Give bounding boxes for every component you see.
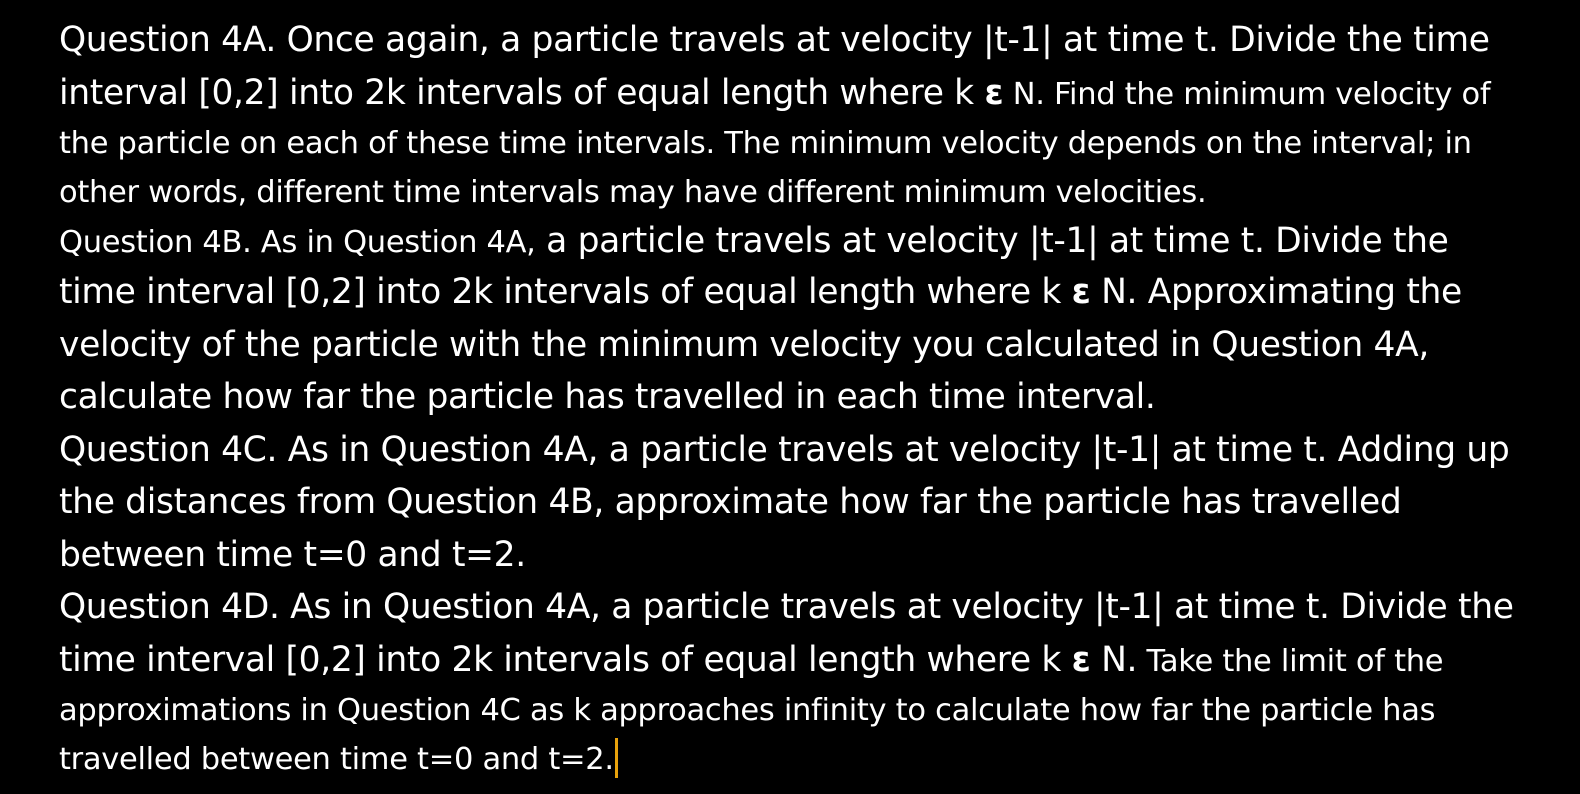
q4d-line-3: approximations in Question 4C as k approaches infinity to calculate how far the particle has	[59, 693, 1436, 728]
q4c-line-3: between time t=0 and t=2.	[59, 534, 526, 575]
q4b-line-2-text: time interval [0,2] into 2k intervals of equal length where k	[59, 272, 1072, 312]
q4d-line-2	[59, 634, 1559, 687]
q4b-line-4: calculate how far the particle has travelled in each time interval.	[59, 377, 1156, 417]
q4d-line-4-text: travelled between time t=0 and t=2.	[59, 742, 614, 777]
q4a-line-1: Question 4A. Once again, a particle travels at velocity |t-1| at time t. Divide the time	[59, 20, 1490, 60]
q4a-line-2-text: interval [0,2] into 2k intervals of equal length where k	[59, 72, 985, 113]
q4a-line-4: other words, different time intervals may have different minimum velocities.	[59, 175, 1207, 210]
epsilon-symbol: ε	[1071, 639, 1091, 680]
q4b-line-1-rest: a particle travels at velocity |t-1| at time t. Divide the	[535, 221, 1449, 261]
question-4d	[59, 581, 1559, 784]
q4c-line-1: Question 4C. As in Question 4A, a particle travels at velocity |t-1| at time t. Adding up	[59, 429, 1510, 470]
q4a-line-2-tail: N. Find the minimum velocity of	[1003, 76, 1491, 112]
q4d-line-2-mid: N.	[1090, 639, 1138, 680]
q4c-line-2: the distances from Question 4B, approximate how far the particle has travelled	[59, 482, 1402, 522]
q4b-line-3: velocity of the particle with the minimum velocity you calculated in Question 4A,	[59, 324, 1430, 365]
question-4a	[59, 14, 1559, 217]
epsilon-symbol: ε	[1071, 272, 1091, 312]
q4d-line-2-text: time interval [0,2] into 2k intervals of equal length where k	[59, 639, 1072, 680]
q4b-line-1	[59, 217, 1559, 266]
question-4c	[59, 424, 1559, 582]
text-cursor	[615, 738, 618, 778]
q4b-line-2	[59, 266, 1559, 319]
q4b-line-1-head: Question 4B. As in Question 4A,	[59, 225, 536, 260]
q4a-line-3: the particle on each of these time intervals. The minimum velocity depends on the interval; in	[59, 126, 1472, 161]
note-body[interactable]	[59, 14, 1559, 784]
q4d-line-4	[59, 735, 1559, 784]
q4b-line-2-tail: N. Approximating the	[1090, 272, 1462, 312]
epsilon-symbol: ε	[984, 72, 1004, 113]
q4d-line-2-tail: Take the limit of the	[1137, 643, 1444, 679]
q4d-line-1: Question 4D. As in Question 4A, a particle travels at velocity |t-1| at time t. Divide the	[59, 587, 1514, 627]
q4a-line-2	[59, 67, 1559, 120]
question-4b	[59, 217, 1559, 424]
